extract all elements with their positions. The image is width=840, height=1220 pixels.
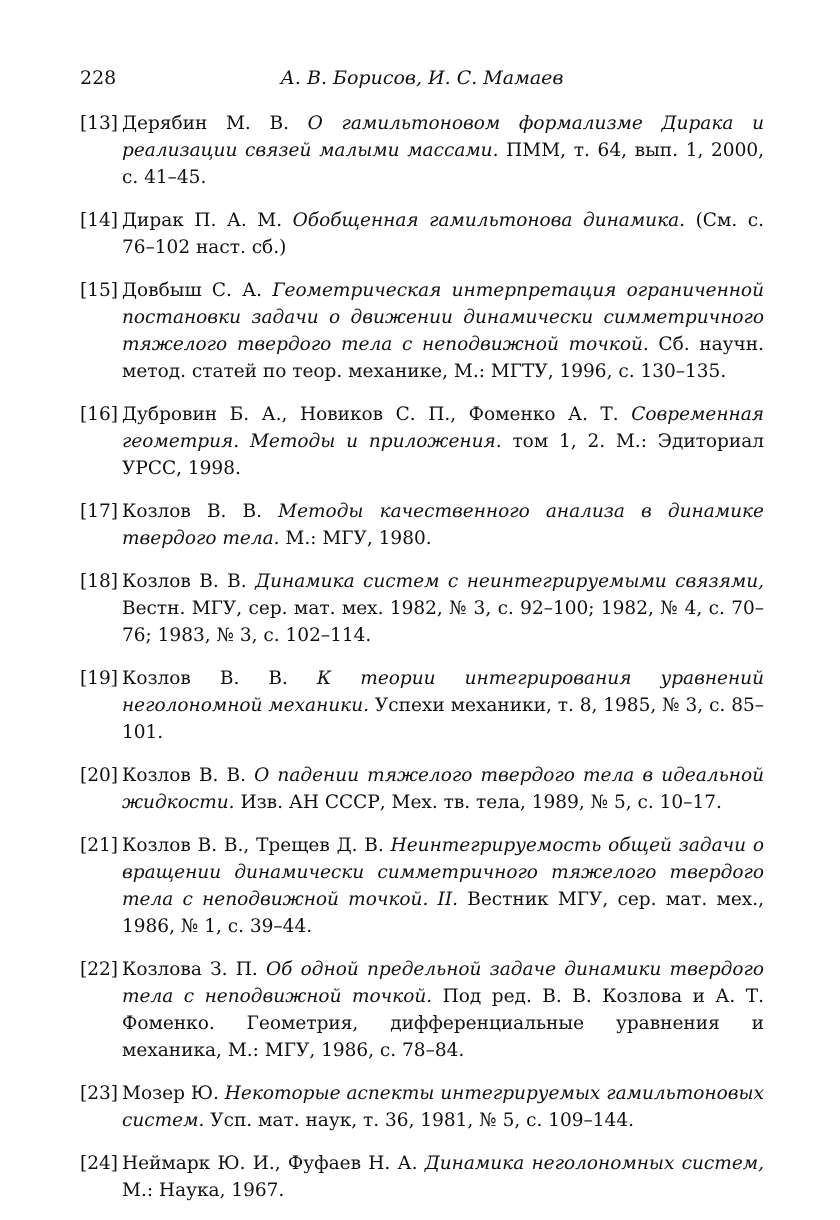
reference-source: Вестн. МГУ, сер. мат. мех. 1982, № 3, с. 92–100; 1982, № 4, с. 70–76; 1983, № 3, с. 102–114.: [122, 598, 764, 646]
reference-number: [16]: [80, 404, 118, 425]
reference-number: [24]: [80, 1153, 118, 1174]
reference-title: О падении тяжелого твердого тела в идеальной жидкости.: [122, 765, 764, 813]
reference-authors: Козлов В. В.: [122, 571, 256, 592]
reference-item: [80, 277, 764, 385]
page-number: 228: [80, 67, 117, 89]
reference-source: (См. с. 76–102 наст. сб.): [122, 210, 764, 258]
reference-source: том 1, 2. М.: Эдиториал УРСС, 1998.: [122, 431, 764, 479]
reference-authors: Козлов В. В., Трещев Д. В.: [122, 835, 391, 856]
reference-title: Некоторые аспекты интегрируемых гамильтоновых систем.: [122, 1083, 764, 1131]
reference-item: [80, 207, 764, 261]
reference-source: М.: Наука, 1967.: [122, 1180, 285, 1201]
reference-number: [13]: [80, 113, 118, 134]
reference-list: [80, 110, 764, 1220]
reference-item: [80, 762, 764, 816]
reference-number: [18]: [80, 571, 118, 592]
reference-number: [22]: [80, 959, 118, 980]
reference-authors: Козлов В. В.: [122, 668, 317, 689]
reference-title: Динамика систем с неинтегрируемыми связями,: [255, 571, 764, 592]
reference-title: Динамика неголономных систем,: [424, 1153, 764, 1174]
reference-title: Современная геометрия. Методы и приложения.: [122, 404, 764, 452]
reference-item: [80, 1150, 764, 1204]
reference-source: ПММ, т. 64, вып. 1, 2000, с. 41–45.: [122, 140, 764, 188]
reference-source: Успехи механики, т. 8, 1985, № 3, с. 85–101.: [122, 695, 764, 743]
reference-authors: Козлова З. П.: [122, 959, 266, 980]
reference-source: Под ред. В. В. Козлова и А. Т. Фоменко. Геометрия, дифференциальные уравнения и механика, М.: МГУ, 1986, с. 78–84.: [122, 986, 764, 1061]
reference-source: Изв. АН СССР, Мех. тв. тела, 1989, № 5, с. 10–17.: [234, 792, 722, 813]
reference-item: [80, 498, 764, 552]
reference-authors: Дерябин М. В.: [122, 113, 308, 134]
reference-authors: Козлов В. В.: [122, 765, 255, 786]
reference-authors: Довбыш С. А.: [122, 280, 273, 301]
reference-authors: Дирак П. А. М.: [122, 210, 293, 231]
running-head: [80, 64, 764, 92]
reference-title: Об одной предельной задаче динамики твердого тела с неподвижной точкой.: [122, 959, 764, 1007]
reference-number: [17]: [80, 501, 118, 522]
reference-title: Геометрическая интерпретация ограниченной постановки задачи о движении динамически симметричного тяжелого твердого тела с неподвижной точкой.: [122, 280, 764, 355]
reference-number: [21]: [80, 835, 118, 856]
reference-source: М.: МГУ, 1980.: [279, 528, 432, 549]
reference-title: Методы качественного анализа в динамике твердого тела.: [122, 501, 764, 549]
reference-number: [20]: [80, 765, 118, 786]
reference-number: [15]: [80, 280, 118, 301]
header-authors: А. В. Борисов, И. С. Мамаев: [280, 67, 564, 89]
reference-authors: Мозер Ю.: [122, 1083, 225, 1104]
reference-authors: Дубровин Б. А., Новиков С. П., Фоменко А. Т.: [122, 404, 632, 425]
reference-item: [80, 956, 764, 1064]
reference-item: [80, 1080, 764, 1134]
reference-number: [23]: [80, 1083, 118, 1104]
reference-item: [80, 665, 764, 746]
reference-title: Обобщенная гамильтонова динамика.: [292, 210, 686, 231]
reference-title: О гамильтоновом формализме Дирака и реализации связей малыми массами.: [122, 113, 765, 161]
reference-number: [14]: [80, 210, 118, 231]
reference-item: [80, 401, 764, 482]
reference-item: [80, 568, 764, 649]
reference-title: К теории интегрирования уравнений неголономной механики.: [122, 668, 764, 716]
reference-item: [80, 110, 764, 191]
reference-title: Неинтегрируемость общей задачи о вращении динамически симметричного тяжелого твердого тела с неподвижной точкой. II.: [122, 835, 764, 910]
reference-item: [80, 832, 764, 940]
reference-source: Вестник МГУ, сер. мат. мех., 1986, № 1, с. 39–44.: [122, 889, 764, 937]
reference-authors: Неймарк Ю. И., Фуфаев Н. А.: [122, 1153, 425, 1174]
reference-source: Сб. научн. метод. статей по теор. механике, М.: МГТУ, 1996, с. 130–135.: [122, 334, 764, 382]
reference-authors: Козлов В. В.: [122, 501, 279, 522]
reference-source: Усп. мат. наук, т. 36, 1981, № 5, с. 109–144.: [204, 1110, 634, 1131]
reference-number: [19]: [80, 668, 118, 689]
